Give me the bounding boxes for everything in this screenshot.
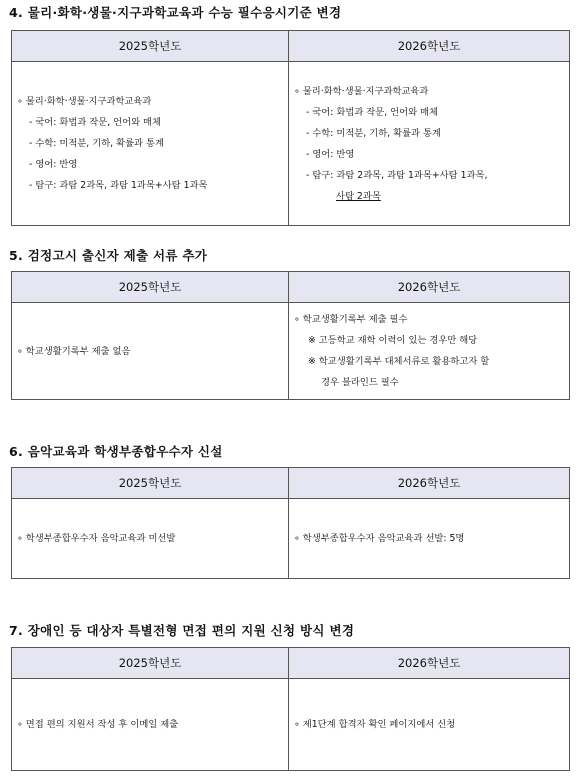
note-item: ※ 고등학교 재학 이력이 있는 경우만 해당 xyxy=(294,330,563,351)
table-row xyxy=(12,62,570,226)
table-row xyxy=(12,303,570,400)
header-2026: 2026학년도 xyxy=(289,468,570,499)
sub-item: - 국어: 화법과 작문, 언어와 매체 xyxy=(17,112,282,133)
cell-2025 xyxy=(12,62,289,226)
main-item: ∘ 학생부종합우수자 음악교육과 선발: 5명 xyxy=(294,528,563,549)
section-6-table xyxy=(11,467,570,579)
header-2025: 2025학년도 xyxy=(12,648,289,679)
cell-2026 xyxy=(289,679,570,771)
header-2026: 2026학년도 xyxy=(289,648,570,679)
cell-2025 xyxy=(12,499,289,579)
cell-2026 xyxy=(289,303,570,400)
header-2025: 2025학년도 xyxy=(12,31,289,62)
cell-2025 xyxy=(12,303,289,400)
main-item: ∘ 학교생활기록부 제출 필수 xyxy=(294,309,563,330)
note-item-continued: 경우 블라인드 필수 xyxy=(321,377,399,388)
header-2026: 2026학년도 xyxy=(289,31,570,62)
sub-item: - 국어: 화법과 작문, 언어와 매체 xyxy=(294,102,563,123)
main-item: ∘ 물리·화학·생물·지구과학교육과 xyxy=(17,91,282,112)
sub-item: - 영어: 반영 xyxy=(294,144,563,165)
main-item: ∘ 제1단계 합격자 확인 페이지에서 신청 xyxy=(294,714,563,735)
section-6-title: 6. 음악교육과 학생부종합우수자 신설 xyxy=(9,444,223,459)
main-item: ∘ 학교생활기록부 제출 없음 xyxy=(17,341,282,362)
header-2026: 2026학년도 xyxy=(289,272,570,303)
cell-2025 xyxy=(12,679,289,771)
sub-item: - 수학: 미적분, 기하, 확률과 통계 xyxy=(294,123,563,144)
main-item: ∘ 물리·화학·생물·지구과학교육과 xyxy=(294,81,563,102)
table-header-row xyxy=(12,468,570,499)
sub-item: - 수학: 미적분, 기하, 확률과 통계 xyxy=(17,133,282,154)
section-4-title: 4. 물리·화학·생물·지구과학교육과 수능 필수응시기준 변경 xyxy=(9,5,342,20)
table-row xyxy=(12,679,570,771)
section-7-title: 7. 장애인 등 대상자 특별전형 면접 편의 지원 신청 방식 변경 xyxy=(9,623,355,638)
section-5-table xyxy=(11,271,570,400)
main-item: ∘ 학생부종합우수자 음악교육과 미선발 xyxy=(17,528,282,549)
table-header-row xyxy=(12,272,570,303)
table-header-row xyxy=(12,648,570,679)
main-item: ∘ 면접 편의 지원서 작성 후 이메일 제출 xyxy=(17,714,282,735)
sub-item: - 탐구: 과탐 2과목, 과탐 1과목+사탐 1과목 xyxy=(17,175,282,196)
sub-item: - 영어: 반영 xyxy=(17,154,282,175)
section-4-table xyxy=(11,30,570,226)
cell-2026 xyxy=(289,62,570,226)
table-row xyxy=(12,499,570,579)
section-5-title: 5. 검정고시 출신자 제출 서류 추가 xyxy=(9,248,208,263)
section-7-table xyxy=(11,647,570,771)
note-item: ※ 학교생활기록부 대체서류로 활용하고자 할 xyxy=(294,351,563,372)
header-2025: 2025학년도 xyxy=(12,272,289,303)
header-2025: 2025학년도 xyxy=(12,468,289,499)
added-subject: 사탐 2과목 xyxy=(336,190,381,202)
table-header-row xyxy=(12,31,570,62)
cell-2026 xyxy=(289,499,570,579)
sub-item: - 탐구: 과탐 2과목, 과탐 1과목+사탐 1과목, xyxy=(294,165,563,186)
